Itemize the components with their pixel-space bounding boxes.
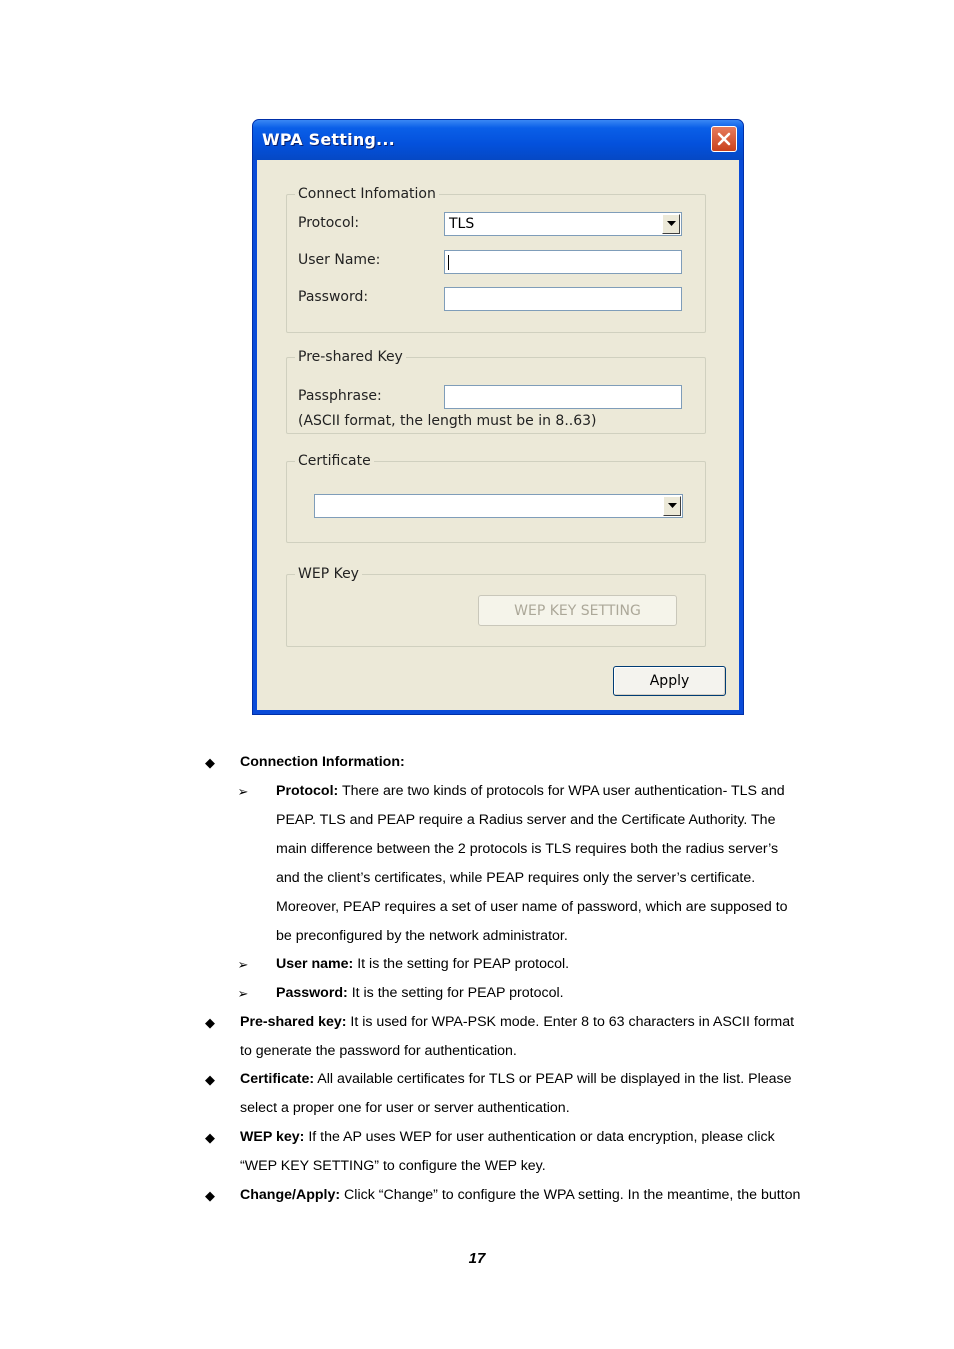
arrowhead-bullet-icon: ➢ (237, 784, 249, 799)
diamond-bullet-icon: ◆ (205, 1072, 215, 1087)
protocol-line-4: and the client’s certificates, while PEAP requires only the server’s certificate. (276, 869, 756, 886)
protocol-line-1 (276, 777, 836, 806)
certificate-group (286, 453, 706, 543)
pre-shared-key-group (286, 349, 706, 434)
protocol-line-6: be preconfigured by the network administrator. (276, 927, 568, 944)
certificate-dropdown-button[interactable] (663, 496, 681, 516)
change-apply-term: Change/Apply: (240, 1187, 341, 1203)
protocol-line-3: main difference between the 2 protocols is TLS requires both the radius server’s (276, 840, 779, 857)
wpa-setting-window (252, 119, 744, 715)
change-apply-paragraph (240, 1181, 840, 1210)
wep-key-text-1: If the AP uses WEP for user authentication or data encryption, please click (304, 1129, 775, 1145)
diamond-bullet-icon: ◆ (205, 1188, 215, 1203)
pre-shared-key-text-1: It is used for WPA-PSK mode. Enter 8 to 63 characters in ASCII format (346, 1014, 795, 1030)
diamond-bullet-icon: ◆ (205, 1015, 215, 1030)
protocol-select-value: TLS (449, 216, 475, 232)
pre-shared-key-paragraph (240, 1008, 830, 1066)
certificate-paragraph (240, 1065, 830, 1123)
window-title: WPA Setting... (262, 130, 395, 149)
connect-information-legend: Connect Infomation (295, 186, 439, 202)
protocol-term: Protocol: (276, 783, 339, 799)
pre-shared-key-line-1 (240, 1008, 830, 1037)
certificate-select[interactable] (314, 494, 683, 518)
certificate-line-2: select a proper one for user or server authentication. (240, 1099, 570, 1116)
connection-information-title: Connection Information: (240, 754, 405, 770)
user-name-input[interactable] (444, 250, 682, 274)
page-number: 17 (468, 1250, 486, 1267)
passphrase-input[interactable] (444, 385, 682, 409)
arrowhead-bullet-icon: ➢ (237, 957, 249, 972)
certificate-line-1 (240, 1065, 830, 1094)
wep-key-legend: WEP Key (295, 566, 362, 582)
text-cursor (448, 255, 449, 270)
password-label: Password: (298, 289, 369, 305)
certificate-term: Certificate: (240, 1071, 315, 1087)
wep-key-paragraph (240, 1123, 830, 1181)
connection-information-heading (240, 748, 820, 777)
pre-shared-key-line-2: to generate the password for authentication. (240, 1042, 517, 1059)
protocol-dropdown-button[interactable] (662, 214, 680, 234)
user-name-term: User name: (276, 956, 354, 972)
password-text: It is the setting for PEAP protocol. (347, 985, 564, 1001)
arrowhead-bullet-icon: ➢ (237, 986, 249, 1001)
user-name-text: It is the setting for PEAP protocol. (353, 956, 570, 972)
wep-key-term: WEP key: (240, 1129, 305, 1145)
certificate-legend: Certificate (295, 453, 374, 469)
passphrase-label: Passphrase: (298, 388, 382, 404)
passphrase-hint: (ASCII format, the length must be in 8..63) (298, 413, 597, 429)
protocol-label: Protocol: (298, 215, 360, 231)
password-input[interactable] (444, 287, 682, 311)
change-apply-text: Click “Change” to configure the WPA setting. In the meantime, the button (340, 1187, 801, 1203)
password-term: Password: (276, 985, 348, 1001)
wep-key-line-2: “WEP KEY SETTING” to configure the WEP key. (240, 1157, 546, 1174)
password-paragraph (276, 979, 836, 1008)
connect-information-group (286, 186, 706, 333)
pre-shared-key-legend: Pre-shared Key (295, 349, 406, 365)
chevron-down-icon (667, 221, 676, 227)
certificate-text-1: All available certificates for TLS or PEAP will be displayed in the list. Please (314, 1071, 792, 1087)
user-name-label: User Name: (298, 252, 381, 268)
dialog-body (257, 160, 739, 710)
protocol-line-5: Moreover, PEAP requires a set of user name of password, which are supposed to (276, 898, 788, 915)
protocol-text-1: There are two kinds of protocols for WPA user authentication- TLS and (338, 783, 785, 799)
user-name-paragraph (276, 950, 836, 979)
diamond-bullet-icon: ◆ (205, 1130, 215, 1145)
chevron-down-icon (668, 503, 677, 509)
title-bar[interactable] (253, 120, 743, 160)
protocol-paragraph (276, 777, 836, 950)
apply-button[interactable]: Apply (613, 666, 726, 696)
wep-key-line-1 (240, 1123, 830, 1152)
close-button[interactable] (711, 126, 737, 152)
diamond-bullet-icon: ◆ (205, 755, 215, 770)
pre-shared-key-term: Pre-shared key: (240, 1014, 347, 1030)
close-icon (717, 132, 731, 146)
wep-key-group (286, 566, 706, 647)
wep-key-setting-button[interactable]: WEP KEY SETTING (478, 595, 677, 626)
protocol-line-2: PEAP. TLS and PEAP require a Radius server and the Certificate Authority. The (276, 811, 776, 828)
protocol-select[interactable] (444, 212, 682, 236)
